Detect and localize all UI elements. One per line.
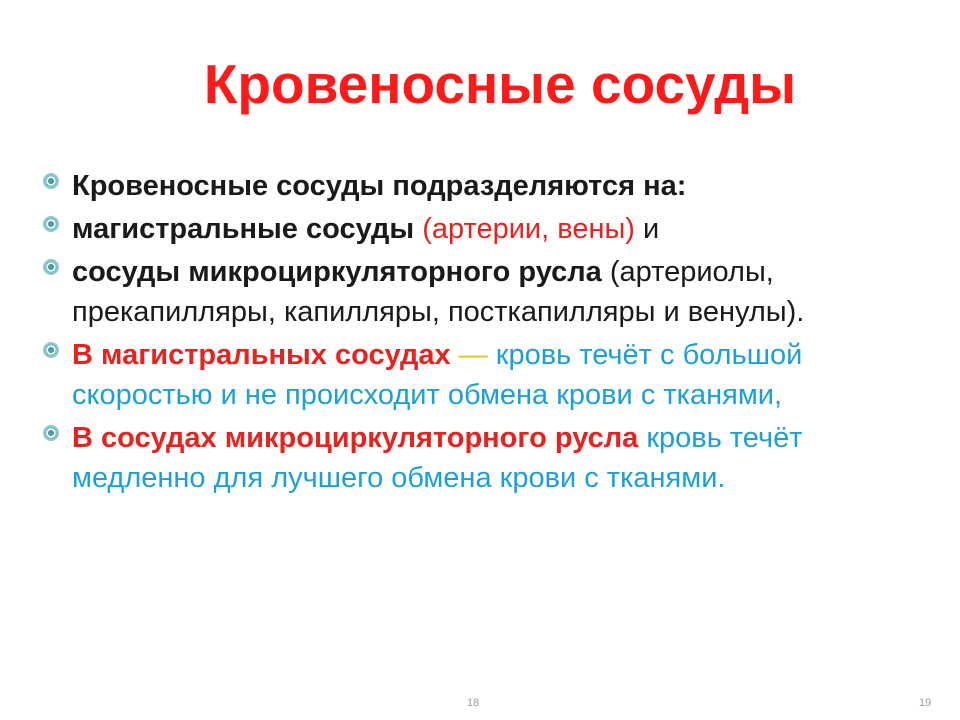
- bullet-red-text: В магистральных сосудах: [72, 339, 451, 371]
- bullet-icon: [44, 217, 58, 231]
- bullet-bold-text: сосуды микроциркуляторного русла: [72, 256, 602, 288]
- bullet-list: [40, 166, 920, 501]
- bullet-bold-text: магистральные сосуды: [72, 213, 415, 245]
- bullet-icon: [44, 426, 58, 440]
- page-number-left: 18: [467, 697, 480, 709]
- bullet-item: [40, 252, 920, 332]
- bullet-tail-text: и: [634, 213, 660, 245]
- bullet-text: Кровеносные сосуды подразделяются на:: [72, 170, 687, 202]
- bullet-rest-text: (артериолы, прекапилляры, капилляры, посткапилляры и венулы).: [72, 256, 805, 328]
- bullet-dash: —: [450, 339, 488, 371]
- page-number-right: 19: [919, 697, 932, 709]
- bullet-item: [40, 335, 920, 415]
- bullet-icon: [44, 174, 58, 188]
- bullet-item: [40, 418, 920, 498]
- bullet-item: [40, 209, 920, 249]
- bullet-blue-text: кровь течёт с большой скоростью и не происходит обмена крови с тканями,: [72, 339, 803, 411]
- bullet-paren-text: (артерии, вены): [414, 213, 635, 245]
- bullet-item: [40, 166, 920, 206]
- bullet-icon: [44, 260, 58, 274]
- slide-title: Кровеносные сосуды: [203, 53, 797, 115]
- bullet-blue-text: кровь течёт медленно для лучшего обмена крови с тканями.: [72, 422, 803, 494]
- bullet-red-text: В сосудах микроциркуляторного русла: [72, 422, 639, 454]
- bullet-icon: [44, 343, 58, 357]
